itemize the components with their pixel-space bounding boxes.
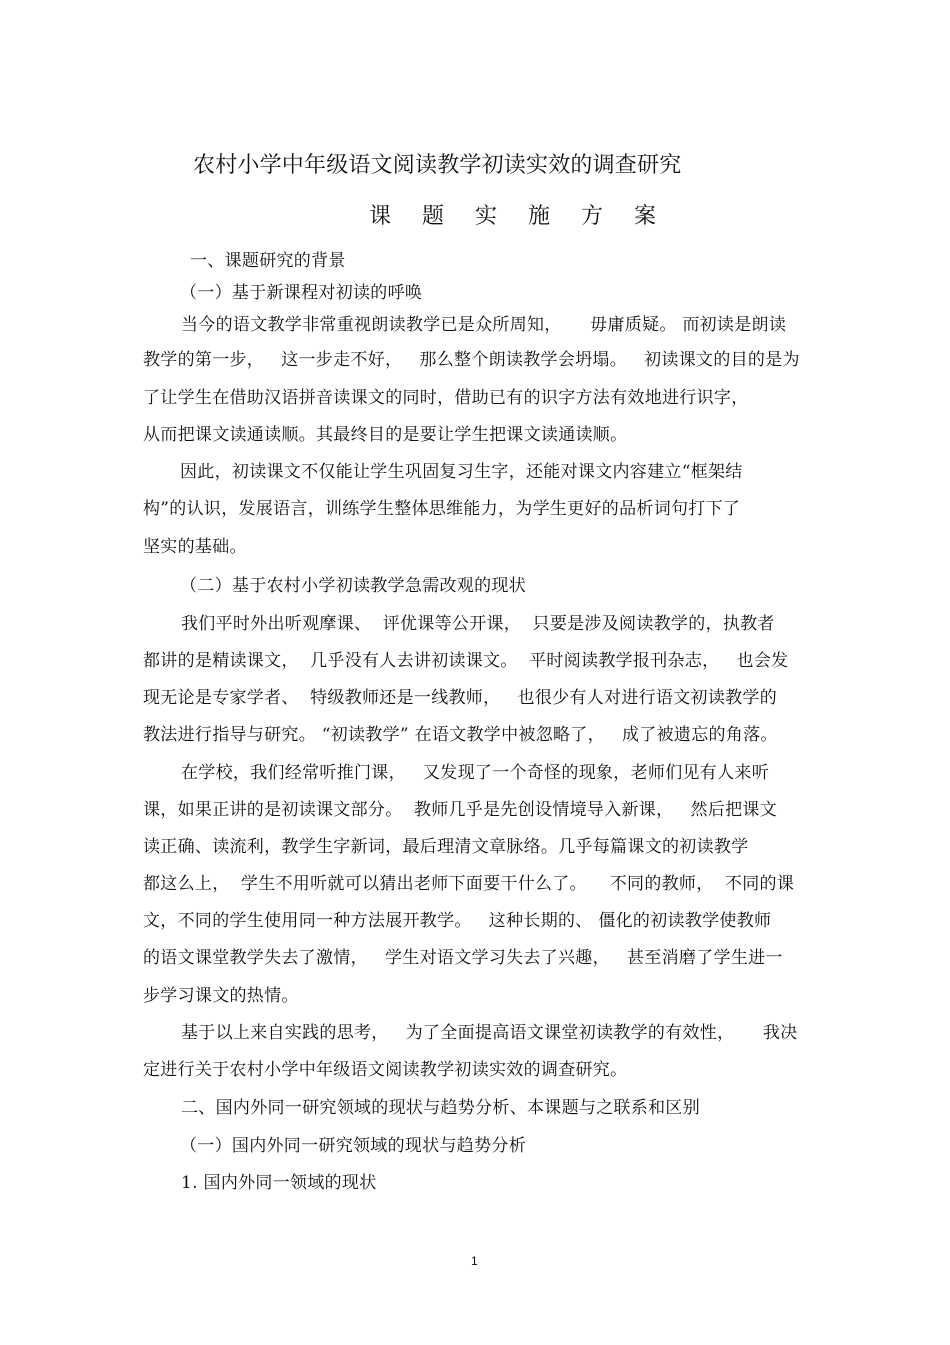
paragraph-line: 了让学生在借助汉语拼音读课文的同时，借助已有的识字方法有效地进行识字， [143,388,749,408]
paragraph-line: 我们平时外出听观摩课、 评优课等公开课， 只要是涉及阅读教学的，执教者 [181,614,775,634]
paragraph-line: 现无论是专家学者、 特级教师还是一线教师， 也很少有人对进行语文初读教学的 [143,688,778,708]
paragraph-line: 都这么上， 学生不用听就可以猜出老师下面要干什么了。 不同的教师， 不同的课 [143,874,795,894]
paragraph-line: 因此，初读课文不仅能让学生巩固复习生字，还能对课文内容建立“框架结 [180,462,743,482]
section-heading-2: 二、国内外同一研究领域的现状与趋势分析、本课题与之联系和区别 [181,1098,700,1118]
paragraph-line: 在学校，我们经常听推门课， 又发现了一个奇怪的现象，老师们见有人来听 [181,763,770,783]
paragraph-line: 的语文课堂教学失去了激情， 学生对语文学习失去了兴趣， 甚至消磨了学生进一 [143,948,783,968]
subsection-heading-1-2: （二）基于农村小学初读教学急需改观的现状 [180,576,526,596]
subsubsection-heading-2-1-1: 1. 国内外同一领域的现状 [181,1173,377,1193]
paragraph-line: 都讲的是精读课文， 几乎没有人去讲初读课文。 平时阅读教学报刊杂志， 也会发 [143,651,789,671]
subsection-heading-2-1: （一）国内外同一研究领域的现状与趋势分析 [180,1136,526,1156]
paragraph-line: 步学习课文的热情。 [143,986,299,1006]
document-subtitle: 课 题 实 施 方 案 [369,204,668,229]
page-number: 1 [471,1254,478,1268]
paragraph-line: 坚实的基础。 [143,537,247,557]
paragraph-line: 基于以上来自实践的思考， 为了全面提高语文课堂初读教学的有效性， 我决 [181,1023,798,1043]
paragraph-line: 从而把课文读通读顺。其最终目的是要让学生把课文读通读顺。 [143,425,628,445]
paragraph-line: 文，不同的学生使用同一种方法展开教学。 这种长期的、 僵化的初读教学使教师 [143,911,772,931]
paragraph-line: 读正确、读流利，教学生字新词，最后理清文章脉络。几乎每篇课文的初读教学 [143,837,749,857]
subsection-heading-1-1: （一）基于新课程对初读的呼唤 [180,283,423,303]
section-heading-1: 一、课题研究的背景 [190,251,346,271]
paragraph-line: 教学的第一步， 这一步走不好， 那么整个朗读教学会坍塌。 初读课文的目的是为 [143,350,800,370]
document-title: 农村小学中年级语文阅读教学初读实效的调查研究 [193,153,682,178]
paragraph-line: 教法进行指导与研究。 “初读教学” 在语文教学中被忽略了， 成了被遗忘的角落。 [143,725,778,745]
paragraph-line: 课，如果正讲的是初读课文部分。 教师几乎是先创设情境导入新课， 然后把课文 [143,800,778,820]
paragraph-line: 构”的认识，发展语言，训练学生整体思维能力，为学生更好的品析词句打下了 [143,499,741,519]
paragraph-line: 当今的语文教学非常重视朗读教学已是众所周知， 毋庸质疑。 而初读是朗读 [181,315,787,335]
paragraph-line: 定进行关于农村小学中年级语文阅读教学初读实效的调查研究。 [143,1060,628,1080]
